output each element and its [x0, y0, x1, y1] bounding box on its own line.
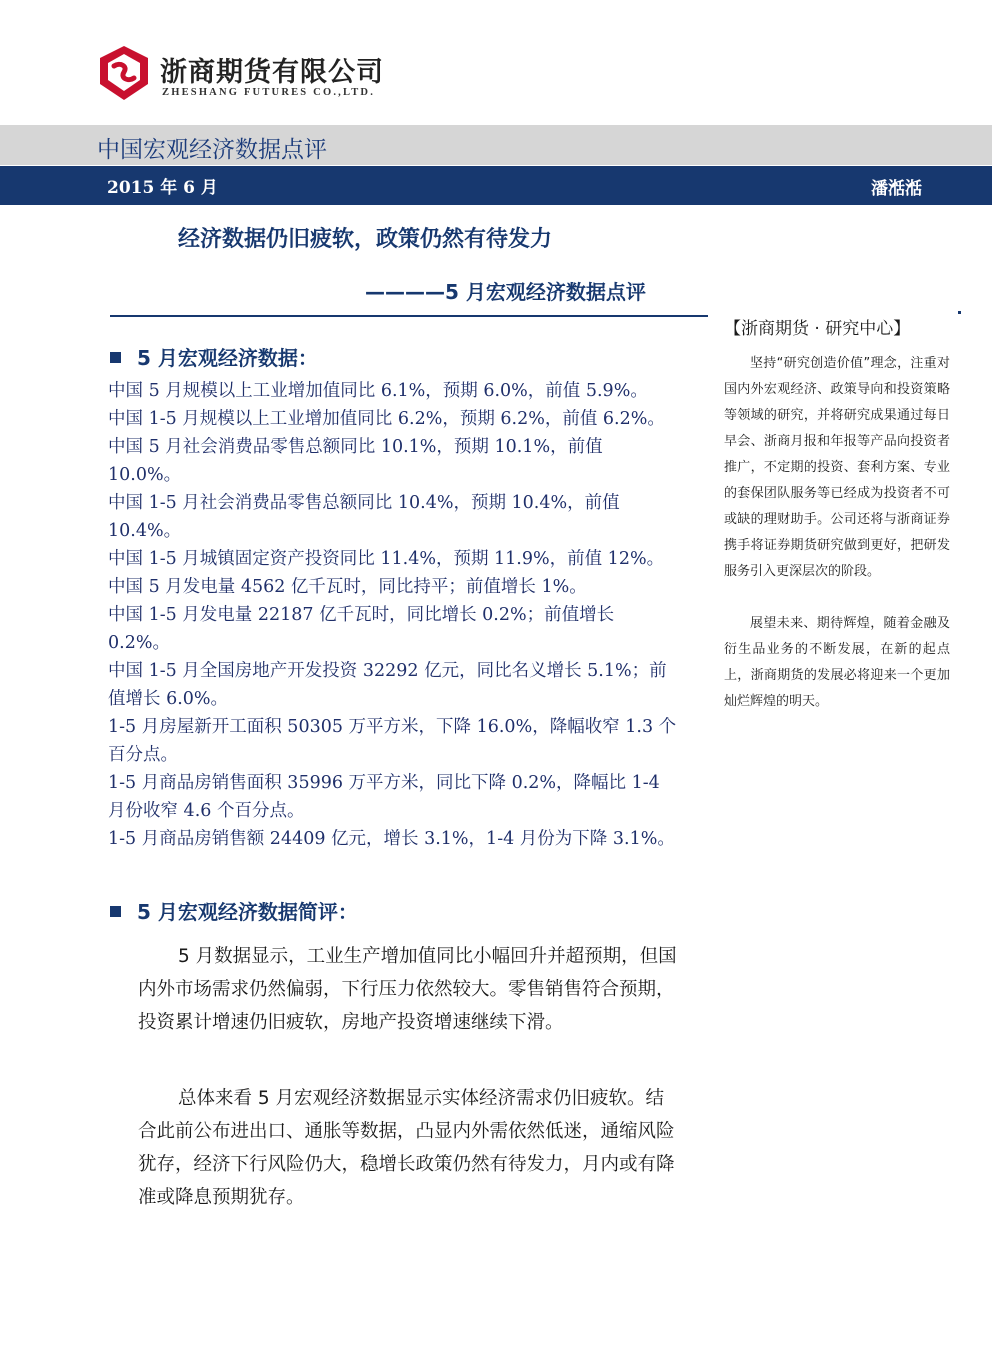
list-item: 中国 1-5 月城镇固定资产投资同比 11.4%，预期 11.9%，前值 12%。 — [108, 549, 665, 569]
list-item: 1-5 月商品房销售额 24409 亿元，增长 3.1%，1-4 月份为下降 3.1%。 — [108, 829, 675, 849]
company-logo-icon — [96, 44, 152, 102]
list-item: 1-5 月房屋新开工面积 50305 万平方米，下降 16.0%，降幅收窄 1.3 个百分点。 — [108, 717, 677, 765]
title-divider — [110, 315, 708, 317]
section-heading-comment: 5 月宏观经济数据简评： — [110, 896, 358, 925]
sidebar-paragraph: 坚持“研究创造价值”理念，注重对国内外宏观经济、政策导向和投资策略等领域的研究，并将研究成果通过每日早会、浙商月报和年报等产品向投资者推广，不定期的投资、套利方案、专业的套保团队服务等已经成为投资者不可或缺的理财助手。公司还将与浙商证券携手将证券期货研究做到更好，把研发服务引入更深层次的阶段。 — [724, 356, 950, 579]
company-name-en: ZHESHANG FUTURES CO.,LTD. — [162, 87, 376, 98]
sidebar-dot — [958, 311, 961, 314]
data-list — [108, 377, 678, 853]
report-type: 中国宏观经济数据点评 — [97, 137, 327, 163]
list-item: 中国 1-5 月发电量 22187 亿千瓦时，同比增长 0.2%；前值增长 0.2%。 — [108, 605, 615, 653]
list-item: 中国 5 月规模以上工业增加值同比 6.1%，预期 6.0%，前值 5.9%。 — [108, 381, 648, 401]
bullet-square-icon — [110, 906, 121, 917]
report-date: 2015 年 6 月 — [107, 178, 218, 198]
section-heading-data: 5 月宏观经济数据： — [110, 342, 318, 371]
main-title: 经济数据仍旧疲软，政策仍然有待发力 — [178, 227, 553, 252]
company-name-cn: 浙商期货有限公司 — [160, 57, 384, 88]
list-item: 中国 1-5 月社会消费品零售总额同比 10.4%，预期 10.4%，前值 10.4%。 — [108, 493, 620, 541]
sidebar-paragraph: 展望未来、期待辉煌，随着金融及衍生品业务的不断发展，在新的起点上，浙商期货的发展必将迎来一个更加灿烂辉煌的明天。 — [724, 616, 950, 709]
list-item: 中国 1-5 月全国房地产开发投资 32292 亿元，同比名义增长 5.1%；前值增长 6.0%。 — [108, 661, 667, 709]
bullet-square-icon — [110, 352, 121, 363]
sub-title: ————5 月宏观经济数据点评 — [365, 280, 646, 304]
comment-paragraph: 5 月数据显示，工业生产增加值同比小幅回升并超预期，但国内外市场需求仍然偏弱，下行压力依然较大。零售销售符合预期，投资累计增速仍旧疲软，房地产投资增速继续下滑。 — [138, 946, 677, 1033]
list-item: 1-5 月商品房销售面积 35996 万平方米，同比下降 0.2%，降幅比 1-4 月份收窄 4.6 个百分点。 — [108, 773, 660, 821]
list-item: 中国 5 月发电量 4562 亿千瓦时，同比持平；前值增长 1%。 — [108, 577, 587, 597]
list-item: 中国 1-5 月规模以上工业增加值同比 6.2%，预期 6.2%，前值 6.2%。 — [108, 409, 665, 429]
report-author: 潘湉湉 — [871, 179, 922, 199]
comment-paragraph: 总体来看 5 月宏观经济数据显示实体经济需求仍旧疲软。结合此前公布进出口、通胀等数据，凸显内外需依然低迷，通缩风险犹存，经济下行风险仍大，稳增长政策仍然有待发力，月内或有降准或降息预期犹存。 — [138, 1088, 675, 1208]
list-item: 中国 5 月社会消费品零售总额同比 10.1%，预期 10.1%，前值 10.0%。 — [108, 437, 603, 485]
sidebar-heading: 【浙商期货 · 研究中心】 — [724, 319, 911, 339]
